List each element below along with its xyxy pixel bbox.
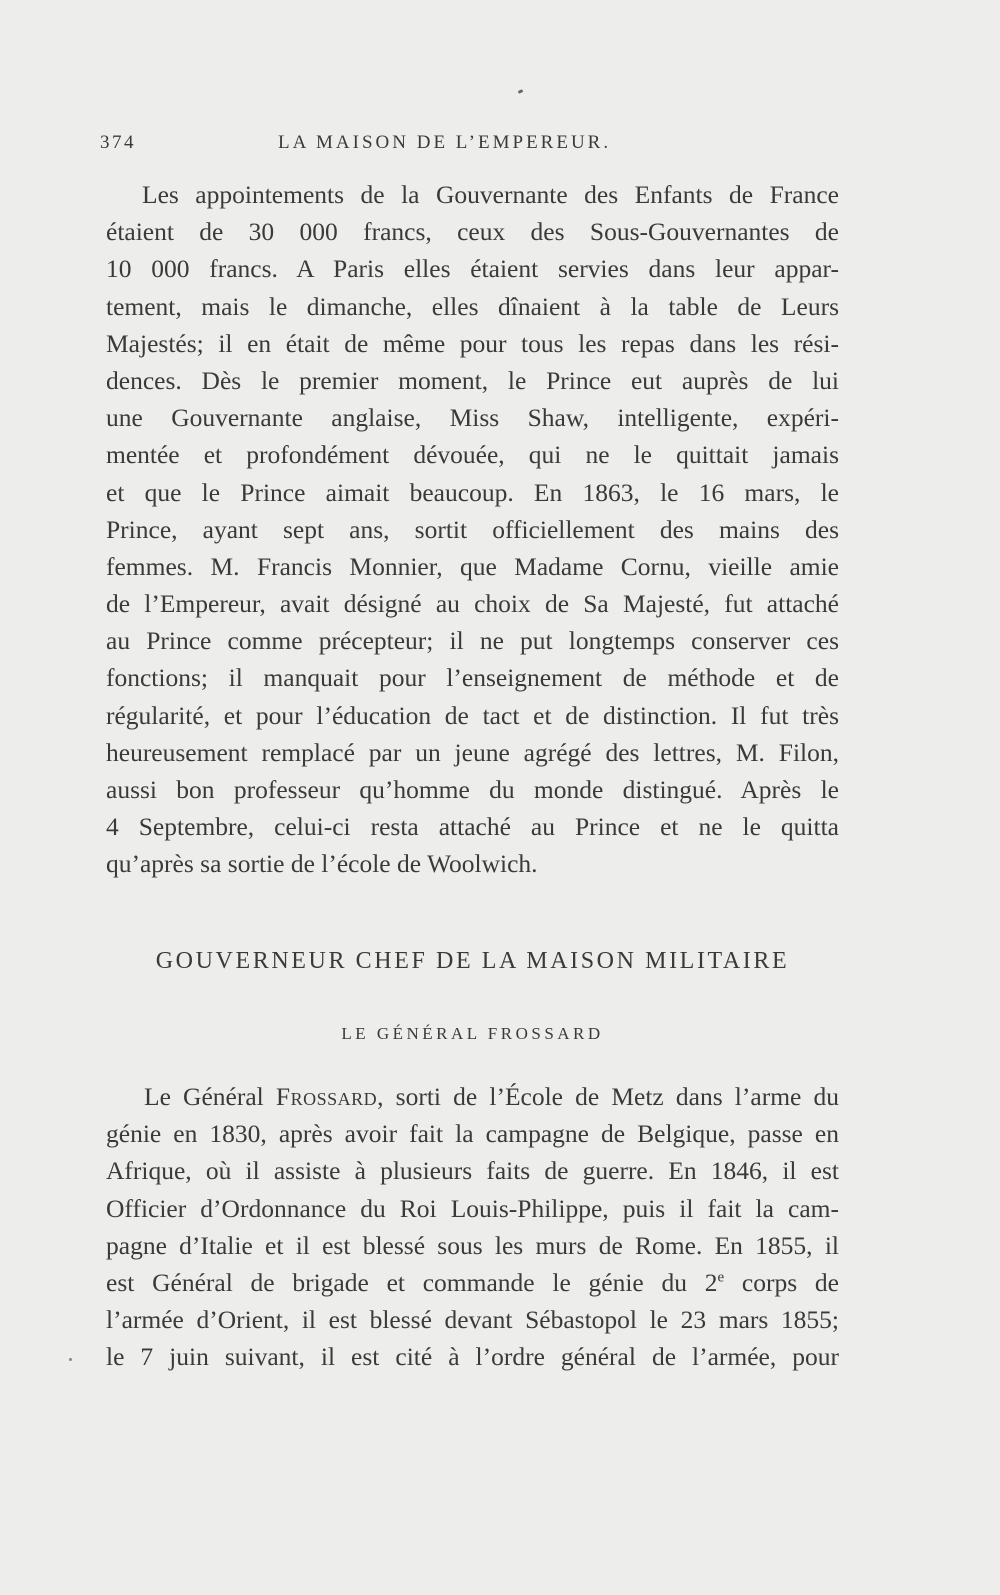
paragraph-appointments — [106, 176, 839, 883]
text-line: Les appointements de la Gouvernante des Enfants de France — [142, 180, 839, 209]
text-line: régularité, et pour l’éducation de tact et de distinction. Il fut très — [106, 700, 839, 730]
text-line: 4 Septembre, celui-ci resta attaché au Prince et ne le quitta — [106, 812, 839, 842]
section-heading: GOUVERNEUR CHEF DE LA MAISON MILITAIRE — [155, 948, 790, 974]
text-line — [106, 1264, 839, 1301]
text-line: étaient de 30 000 francs, ceux des Sous-Gouvernantes de — [106, 217, 839, 247]
text-line: le 7 juin suivant, il est cité à l’ordre général de l’armée, pour — [106, 1342, 839, 1372]
text-line: aussi bon professeur qu’homme du monde distingué. Après le — [106, 775, 839, 804]
paragraph-frossard — [106, 1078, 839, 1376]
text-line: tement, mais le dimanche, elles dînaient à la table de Leurs — [106, 291, 839, 321]
text-line: mentée et profondément dévouée, qui ne le quittait jamais — [106, 440, 839, 470]
text-line: Majestés; il en était de même pour tous les repas dans les rési- — [106, 328, 839, 358]
text-line: 10 000 francs. A Paris elles étaient servies dans leur appar- — [106, 254, 839, 284]
text-line: dences. Dès le premier moment, le Prince eut auprès de lui — [106, 365, 839, 395]
text-line: Officier d’Ordonnance du Roi Louis-Philippe, puis il fait la cam- — [106, 1193, 839, 1223]
text-line: au Prince comme précepteur; il ne put longtemps conserver ces — [106, 626, 839, 656]
running-head — [100, 128, 840, 158]
text-fragment: est Général de brigade et commande le génie du 2 — [106, 1267, 718, 1297]
text-line: fonctions; il manquait pour l’enseignement de méthode et de — [106, 663, 839, 693]
running-title: LA MAISON DE L’EMPEREUR. — [278, 132, 612, 153]
text-fragment: , sorti de l’École de Metz dans l’arme du — [377, 1082, 839, 1111]
sub-heading: LE GÉNÉRAL FROSSARD — [341, 1024, 604, 1043]
superscript: e — [717, 1269, 725, 1286]
text-line: femmes. M. Francis Monnier, que Madame Cornu, vieille amie — [106, 551, 839, 581]
text-line — [106, 1078, 839, 1115]
text-line: et que le Prince aimait beaucoup. En 1863, le 16 mars, le — [106, 477, 839, 507]
text-line: Prince, ayant sept ans, sortit officiellement des mains des — [106, 514, 839, 544]
ink-speck — [518, 89, 524, 94]
text-line: une Gouvernante anglaise, Miss Shaw, intelligente, expéri- — [106, 403, 839, 433]
page-number: 374 — [100, 132, 136, 153]
text-line: qu’après sa sortie de l’école de Woolwich. — [106, 849, 538, 879]
text-line: Afrique, où il assiste à plusieurs faits de guerre. En 1846, il est — [106, 1156, 839, 1186]
ink-dot — [69, 1358, 72, 1361]
name-small-caps: Frossard — [275, 1082, 378, 1111]
text-line: l’armée d’Orient, il est blessé devant Sébastopol le 23 mars 1855; — [106, 1305, 839, 1335]
text-fragment: corps de — [724, 1267, 839, 1297]
text-line: de l’Empereur, avait désigné au choix de Sa Majesté, fut attaché — [106, 589, 839, 619]
text-line: heureusement remplacé par un jeune agrégé des lettres, M. Filon, — [106, 737, 839, 767]
text-line: génie en 1830, après avoir fait la campagne de Belgique, passe en — [106, 1119, 839, 1149]
text-line: pagne d’Italie et il est blessé sous les murs de Rome. En 1855, il — [106, 1230, 839, 1260]
text-fragment: Le Général — [144, 1082, 276, 1111]
